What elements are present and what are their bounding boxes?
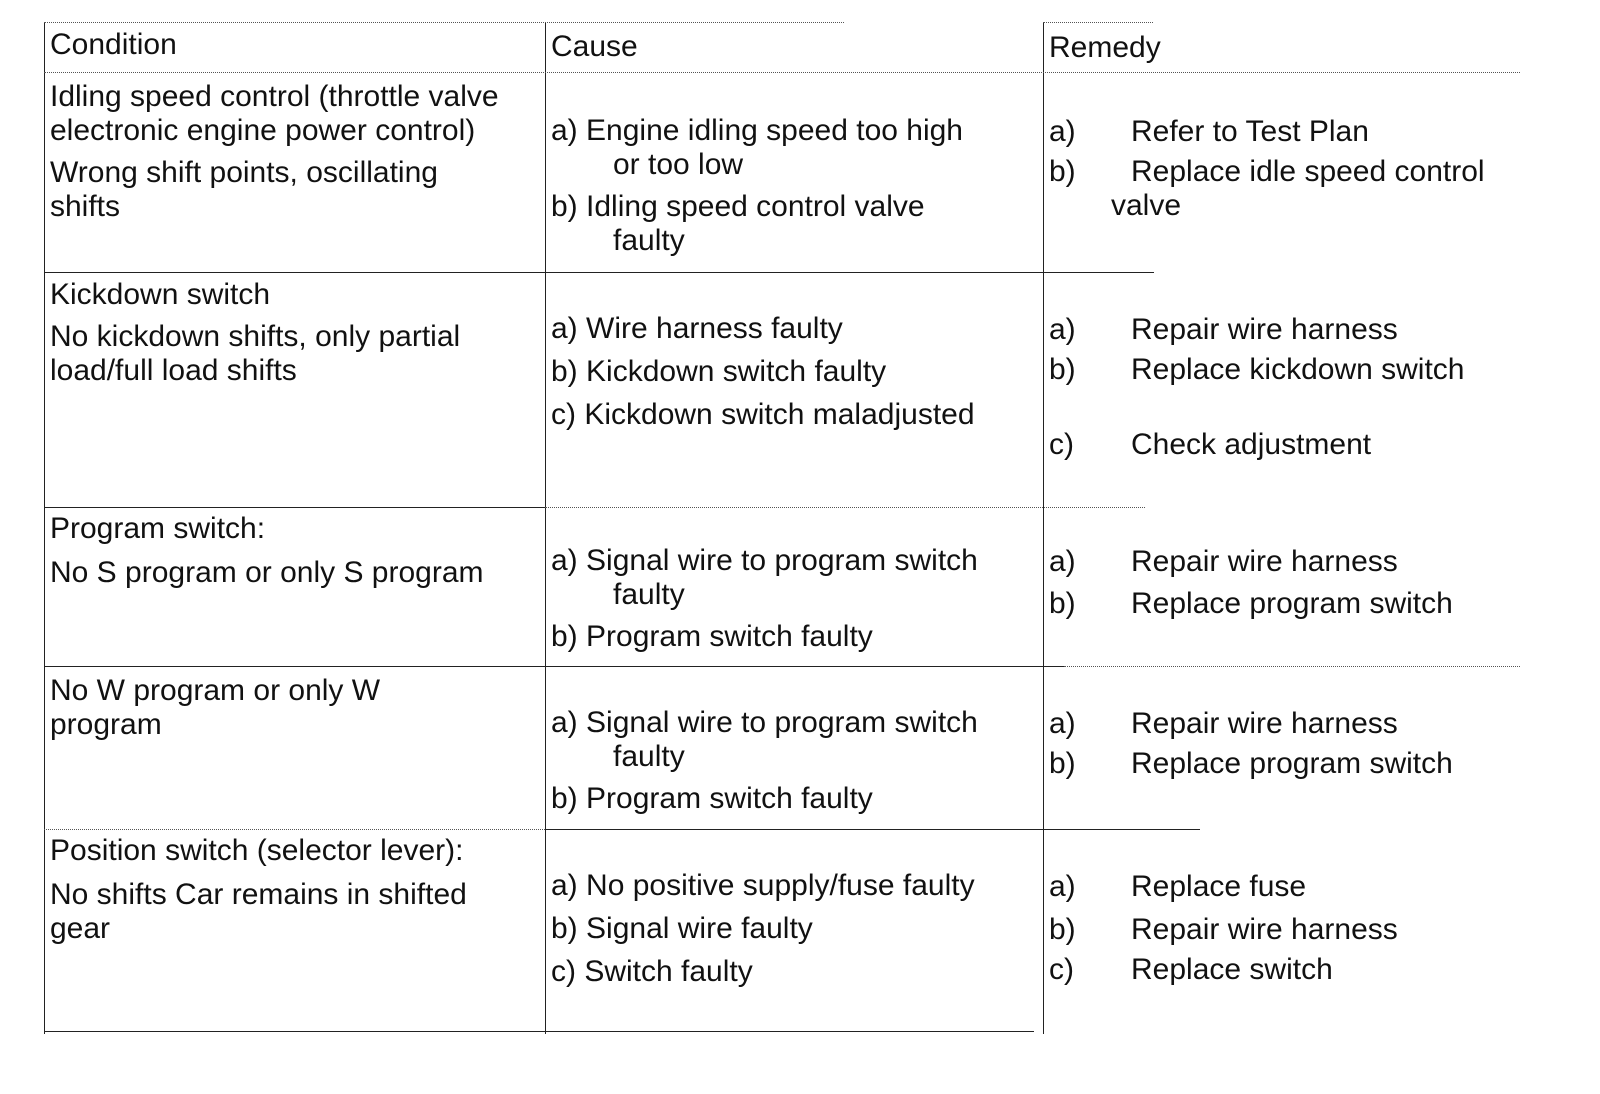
item-letter: a): [551, 706, 578, 739]
header-remedy: Remedy: [1049, 31, 1161, 64]
remedy-item: [1049, 870, 1549, 904]
remedy-item: [1049, 545, 1549, 579]
row-2-cause: [551, 312, 1041, 432]
remedy-item: [1049, 428, 1549, 462]
cause-item: [551, 706, 1041, 774]
item-letter: b): [1049, 913, 1076, 946]
item-letter: b): [1049, 155, 1076, 188]
cause-item: [551, 398, 1041, 432]
item-letter: c): [1049, 428, 1074, 461]
condition-line: Kickdown switch: [50, 278, 271, 311]
remedy-item: [1049, 953, 1549, 987]
item-text: Idling speed control valve: [586, 190, 925, 223]
remedy-item: [1049, 913, 1549, 947]
item-text: Switch faulty: [584, 955, 753, 988]
item-text: Replace idle speed control: [1131, 155, 1485, 188]
cause-item: [551, 312, 1041, 346]
item-text: Signal wire to program switch: [586, 706, 978, 739]
item-letter: a): [1049, 870, 1076, 903]
item-text: Replace program switch: [1131, 587, 1453, 620]
row-divider-3: [44, 666, 1064, 667]
row-4-cause: [551, 706, 1041, 816]
condition-line: No S program or only S program: [50, 556, 484, 589]
item-text: No positive supply/fuse faulty: [586, 869, 975, 902]
item-letter: a): [1049, 707, 1076, 740]
item-letter: a): [1049, 115, 1076, 148]
row-divider-2: [545, 507, 1145, 508]
table-left-border: [44, 22, 45, 1034]
item-letter: a): [1049, 545, 1076, 578]
remedy-item: [1049, 587, 1549, 621]
column-divider-cause: [545, 22, 546, 1034]
item-continuation: or too low: [613, 148, 744, 181]
table-bottom-border: [44, 1031, 1034, 1032]
cause-item: [551, 544, 1041, 612]
item-text: Signal wire faulty: [586, 912, 813, 945]
row-4-condition: [50, 674, 450, 742]
condition-line: No W program or only W program: [50, 674, 381, 741]
item-text: Replace kickdown switch: [1131, 353, 1465, 386]
item-text: Repair wire harness: [1131, 707, 1398, 740]
item-text: Kickdown switch maladjusted: [584, 398, 975, 431]
row-4-remedy: [1049, 707, 1549, 781]
item-text: Refer to Test Plan: [1131, 115, 1369, 148]
condition-line: Idling speed control (throttle valve electronic engine power control): [50, 80, 499, 147]
item-text: Wire harness faulty: [586, 312, 843, 345]
item-continuation: faulty: [613, 224, 685, 257]
item-letter: b): [551, 190, 578, 223]
item-text: Check adjustment: [1131, 428, 1372, 461]
item-continuation: faulty: [613, 740, 685, 773]
cause-item: [551, 114, 1041, 182]
cause-item: [551, 782, 1041, 816]
item-letter: b): [1049, 747, 1076, 780]
item-letter: b): [551, 620, 578, 653]
condition-line: Position switch (selector lever):: [50, 834, 464, 867]
condition-line: No shifts Car remains in shifted gear: [50, 878, 467, 945]
row-1-remedy: [1049, 115, 1549, 223]
remedy-item: [1049, 707, 1549, 741]
row-divider-2b: [44, 507, 545, 508]
item-letter: b): [551, 355, 578, 388]
row-3-condition: [50, 512, 540, 590]
condition-line: Program switch:: [50, 512, 266, 545]
remedy-item: [1049, 115, 1549, 149]
row-1-condition: [50, 80, 530, 224]
row-divider-1: [44, 272, 1154, 273]
header-rule: [44, 72, 1520, 73]
item-letter: a): [551, 312, 578, 345]
row-3-cause: [551, 544, 1041, 654]
item-letter: a): [551, 114, 578, 147]
row-divider-4: [545, 829, 1200, 830]
table-top-border-right: [1043, 22, 1153, 23]
item-text: Repair wire harness: [1131, 545, 1398, 578]
row-5-cause: [551, 869, 1041, 989]
header-cause: Cause: [551, 30, 638, 63]
row-5-condition: [50, 834, 530, 946]
remedy-item: [1049, 353, 1549, 387]
item-text: Replace fuse: [1131, 870, 1307, 903]
row-1-cause: [551, 114, 1041, 258]
cause-item: [551, 620, 1041, 654]
item-text: Signal wire to program switch: [586, 544, 978, 577]
row-2-remedy: [1049, 313, 1549, 462]
item-text: Kickdown switch faulty: [586, 355, 887, 388]
row-5-remedy: [1049, 870, 1549, 987]
item-continuation: faulty: [613, 578, 685, 611]
row-3-remedy: [1049, 545, 1549, 621]
item-text: Repair wire harness: [1131, 913, 1398, 946]
item-text: Engine idling speed too high: [586, 114, 963, 147]
item-letter: c): [1049, 953, 1074, 986]
condition-line: Wrong shift points, oscillating shifts: [50, 156, 438, 223]
condition-line: No kickdown shifts, only partial load/full load shifts: [50, 320, 461, 387]
item-text: Repair wire harness: [1131, 313, 1398, 346]
row-divider-4b: [44, 829, 545, 830]
item-letter: b): [551, 782, 578, 815]
row-divider-3b: [1064, 666, 1520, 667]
item-text: Program switch faulty: [586, 620, 873, 653]
table-top-border: [44, 22, 844, 23]
column-divider-remedy: [1043, 22, 1044, 1034]
cause-item: [551, 355, 1041, 389]
item-letter: c): [551, 955, 576, 988]
item-text: Replace program switch: [1131, 747, 1453, 780]
remedy-item: [1049, 313, 1549, 347]
item-letter: b): [1049, 587, 1076, 620]
item-letter: a): [551, 544, 578, 577]
item-letter: c): [551, 398, 576, 431]
item-text: Replace switch: [1131, 953, 1333, 986]
item-continuation: valve: [1111, 189, 1182, 222]
item-letter: b): [551, 912, 578, 945]
remedy-item: [1049, 155, 1549, 189]
item-letter: a): [551, 869, 578, 902]
cause-item: [551, 190, 1041, 258]
item-letter: a): [1049, 313, 1076, 346]
remedy-item: [1049, 747, 1549, 781]
cause-item: [551, 955, 1041, 989]
item-letter: b): [1049, 353, 1076, 386]
row-2-condition: [50, 278, 530, 388]
header-condition: Condition: [50, 28, 177, 61]
item-text: Program switch faulty: [586, 782, 873, 815]
cause-item: [551, 869, 1041, 903]
cause-item: [551, 912, 1041, 946]
